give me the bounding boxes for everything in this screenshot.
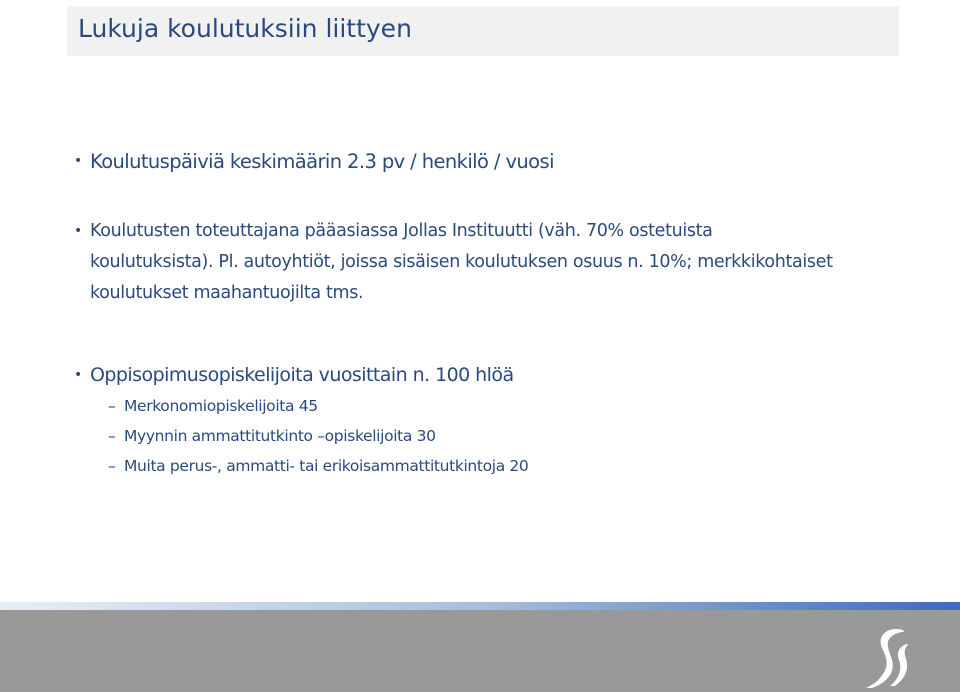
list-item-text: Koulutuspäiviä keskimäärin 2.3 pv / henkilö / vuosi: [90, 150, 554, 173]
bullet-glyph: •: [74, 223, 83, 239]
list-item: [74, 216, 834, 309]
list-item: [74, 360, 834, 391]
sub-list-item-text: Myynnin ammattitutkinto –opiskelijoita 30: [124, 427, 436, 445]
sub-list-item: [108, 424, 808, 448]
bullet-glyph: •: [74, 367, 83, 383]
bullet-glyph: •: [74, 153, 83, 169]
sub-list-item-text: Muita perus-, ammatti- tai erikoisammattitutkintoja 20: [124, 457, 529, 475]
sub-list-item: [108, 394, 808, 418]
sub-list-item-text: Merkonomiopiskelijoita 45: [124, 397, 318, 415]
list-item-text: Oppisopimusopiskelijoita vuosittain n. 100 hlöä: [90, 364, 514, 386]
s-logo-icon: [862, 626, 910, 690]
sub-list-item: [108, 454, 808, 478]
footer-bar: [0, 610, 960, 692]
page-title: Lukuja koulutuksiin liittyen: [78, 14, 412, 43]
dash-glyph: –: [108, 457, 116, 475]
dash-glyph: –: [108, 397, 116, 415]
list-item: [74, 146, 834, 177]
dash-glyph: –: [108, 427, 116, 445]
list-item-text: Koulutusten toteuttajana pääasiassa Jollas Instituutti (väh. 70% ostetuista koulutuksista). Pl. autoyhtiöt, joissa sisäisen koulutuksen osuus n. 10%; merkkikohtaiset koulutukset maahantuojilta tms.: [90, 221, 833, 303]
footer-gradient-stripe: [0, 602, 960, 610]
